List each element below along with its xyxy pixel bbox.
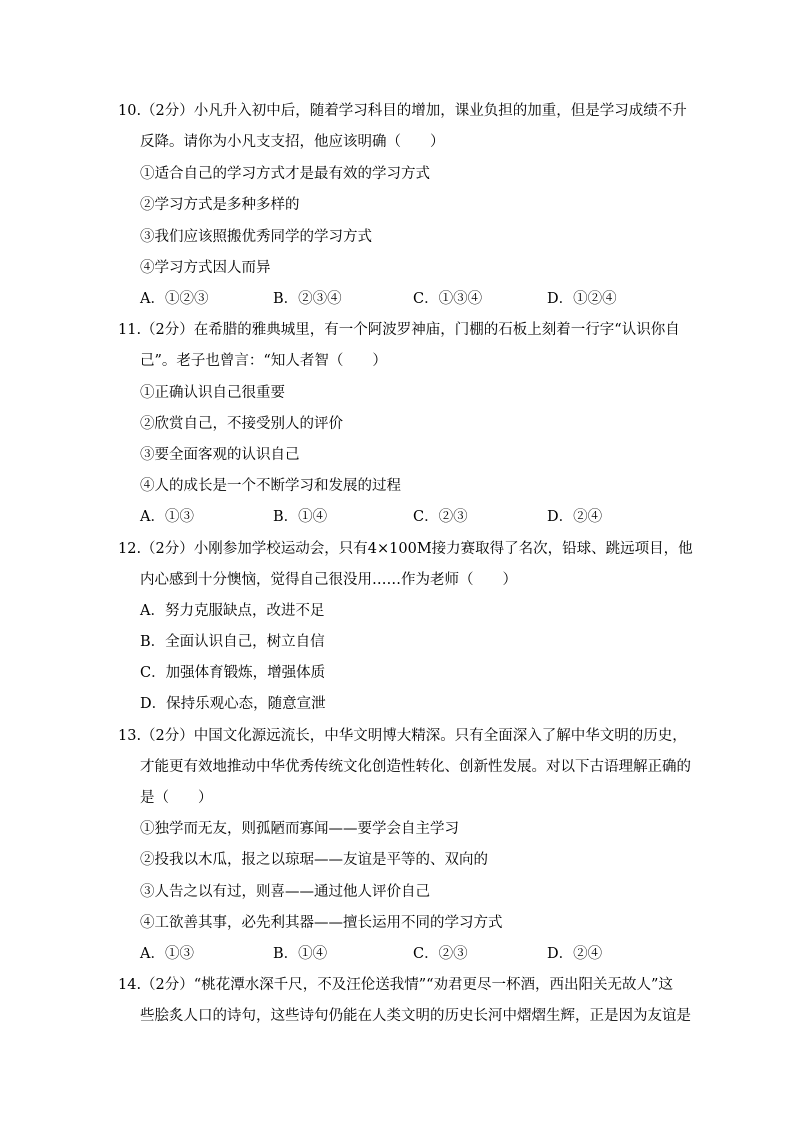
question-12-choice-c: C．加强体育锻炼，增强体质 (140, 665, 326, 681)
question-10-statement-2: ②学习方式是多种多样的 (140, 197, 300, 213)
question-12-stem-line-2: 内心感到十分懊恼，觉得自己很没用……作为老师（ ） (140, 572, 517, 588)
question-11-stem-line-1: 11.（2分）在希腊的雅典城里，有一个阿波罗神庙，门棚的石板上刻着一行字“认识你自 (118, 322, 680, 338)
question-11-statement-4: ④人的成长是一个不断学习和发展的过程 (140, 478, 401, 494)
question-13-stem-line-2: 才能更有效地推动中华优秀传统文化创造性转化、创新性发展。对以下古语理解正确的 (140, 759, 691, 775)
question-13-options (140, 944, 680, 964)
question-10-stem-line-1: 10.（2分）小凡升入初中后，随着学习科目的增加，课业负担的加重，但是学习成绩不升 (118, 103, 687, 119)
question-10-statement-4: ④学习方式因人而异 (140, 260, 271, 276)
question-14-stem-line-1: 14.（2分）“桃花潭水深千尺，不及汪伦送我情”“劝君更尽一杯酒，西出阳关无故人”这 (118, 977, 673, 993)
question-11-option-b: B．①④ (273, 509, 328, 525)
question-13-option-c: C．②③ (413, 946, 468, 962)
question-13-statement-3: ③人告之以有过，则喜——通过他人评价自己 (140, 884, 430, 900)
question-13-statement-2: ②投我以木瓜，报之以琼琚——友谊是平等的、双向的 (140, 852, 488, 868)
question-13-option-a: A．①③ (140, 946, 194, 962)
question-10-statement-1: ①适合自己的学习方式才是最有效的学习方式 (140, 166, 430, 182)
question-10-options (140, 289, 680, 309)
question-13-option-b: B．①④ (273, 946, 328, 962)
question-10-statement-3: ③我们应该照搬优秀同学的学习方式 (140, 229, 372, 245)
question-11-options (140, 507, 680, 527)
question-11-stem-line-2: 己”。老子也曾言：“知人者智（ ） (140, 353, 387, 369)
question-10-option-d: D．①②④ (547, 291, 617, 307)
question-13-option-d: D．②④ (547, 946, 603, 962)
question-12-choice-a: A．努力克服缺点，改进不足 (140, 603, 325, 619)
question-11-statement-3: ③要全面客观的认识自己 (140, 447, 300, 463)
question-11-option-a: A．①③ (140, 509, 194, 525)
question-10-stem-line-2: 反降。请你为小凡支支招，他应该明确（ ） (140, 134, 445, 150)
question-11-option-d: D．②④ (547, 509, 603, 525)
question-11-statement-1: ①正确认识自己很重要 (140, 385, 285, 401)
question-13-statement-1: ①独学而无友，则孤陋而寡闻——要学会自主学习 (140, 821, 459, 837)
question-11-option-c: C．②③ (413, 509, 468, 525)
question-12-stem-line-1: 12.（2分）小刚参加学校运动会，只有4×100M接力赛取得了名次，铅球、跳远项目，他 (118, 541, 693, 557)
question-13-statement-4: ④工欲善其事，必先利其器——擅长运用不同的学习方式 (140, 915, 503, 931)
question-10-option-c: C．①③④ (413, 291, 483, 307)
question-12-choice-d: D．保持乐观心态，随意宣泄 (140, 696, 326, 712)
question-12-choice-b: B．全面认识自己，树立自信 (140, 634, 325, 650)
question-13-stem-line-3: 是（ ） (140, 790, 213, 806)
question-10-option-b: B．②③④ (273, 291, 342, 307)
question-13-stem-line-1: 13.（2分）中国文化源远流长，中华文明博大精深。只有全面深入了解中华文明的历史， (118, 728, 687, 744)
question-11-statement-2: ②欣赏自己，不接受别人的评价 (140, 416, 343, 432)
question-10-option-a: A．①②③ (140, 291, 209, 307)
question-14-stem-line-2: 些脍炙人口的诗句，这些诗句仍能在人类文明的历史长河中熠熠生辉，正是因为友谊是 (140, 1008, 691, 1024)
